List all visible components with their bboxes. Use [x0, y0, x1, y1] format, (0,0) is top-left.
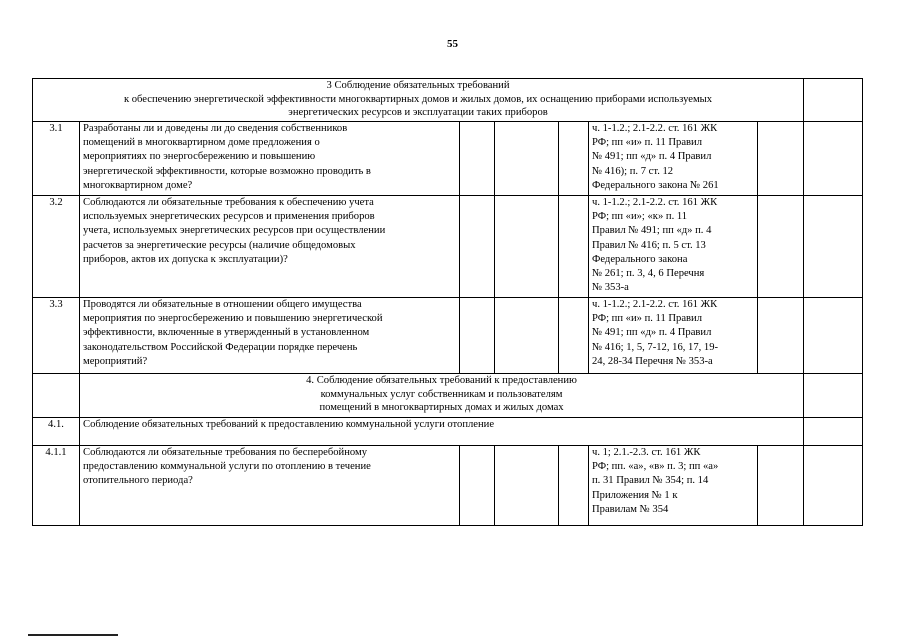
- question-line: расчетов за энергетические ресурсы (наличие общедомовых: [83, 239, 356, 251]
- reference-line: № 416); п. 7 ст. 12: [592, 165, 674, 177]
- reference-line: Приложения № 1 к: [592, 489, 678, 501]
- question-cell: [80, 298, 460, 374]
- answer-cell: [460, 196, 495, 298]
- question-cell: [80, 122, 460, 196]
- subsection-row: [33, 418, 863, 446]
- section-heading-line: 3 Соблюдение обязательных требований: [326, 80, 510, 91]
- row-number: 4.1.1: [33, 446, 80, 526]
- section-4-heading: [80, 374, 804, 418]
- section-3-heading: [33, 79, 804, 122]
- row-number: 3.1: [33, 122, 80, 196]
- reference-cell: [589, 122, 758, 196]
- empty-cell: [758, 446, 804, 526]
- question-line: Проводятся ли обязательные в отношении общего имущества: [83, 299, 362, 310]
- row-number: 3.3: [33, 298, 80, 374]
- table-row: [33, 298, 863, 374]
- reference-cell: [589, 446, 758, 526]
- answer-cell: [495, 446, 559, 526]
- answer-cell: [495, 196, 559, 298]
- empty-cell: [758, 196, 804, 298]
- subsection-title: Соблюдение обязательных требований к предоставлению коммунальной услуги отопление: [80, 418, 804, 446]
- empty-cell: [804, 298, 863, 374]
- reference-line: № 491; пп «д» п. 4 Правил: [592, 151, 712, 163]
- page-number: 55: [447, 38, 458, 50]
- section-heading-line: помещений в многоквартирных домах и жилых домах: [319, 402, 564, 413]
- table-row: [33, 446, 863, 526]
- checklist-table: [32, 78, 863, 526]
- reference-line: 24, 28-34 Перечня № 353-а: [592, 355, 713, 367]
- reference-line: Правилам № 354: [592, 503, 669, 515]
- reference-line: РФ; пп «и» п. 11 Правил: [592, 137, 702, 149]
- table-row: [33, 122, 863, 196]
- table-row: [33, 196, 863, 298]
- empty-cell: [804, 374, 863, 418]
- reference-line: ч. 1-1.2.; 2.1-2.2. ст. 161 ЖК: [592, 299, 718, 310]
- reference-line: Правил № 416; п. 5 ст. 13: [592, 239, 706, 251]
- section-4-heading-row: [33, 374, 863, 418]
- answer-cell: [495, 122, 559, 196]
- answer-cell: [559, 298, 589, 374]
- reference-cell: [589, 196, 758, 298]
- question-line: используемых энергетических ресурсов и применения приборов: [83, 211, 375, 223]
- reference-line: Федерального закона № 261: [592, 179, 719, 191]
- reference-line: № 416; 1, 5, 7-12, 16, 17, 19-: [592, 341, 719, 353]
- section-heading-line: к обеспечению энергетической эффективности многоквартирных домов и жилых домов, их оснащению приборами используемых: [123, 93, 713, 105]
- reference-line: РФ; пп. «а», «в» п. 3; пп «а»: [592, 461, 719, 473]
- question-line: энергетической эффективности, которые возможно проводить в: [83, 165, 371, 177]
- answer-cell: [559, 122, 589, 196]
- question-line: помещений в многоквартирном доме предложения о: [83, 137, 320, 149]
- question-line: Соблюдаются ли обязательные требования по бесперебойному: [83, 447, 367, 458]
- reference-cell: [589, 298, 758, 374]
- empty-cell: [758, 122, 804, 196]
- answer-cell: [559, 446, 589, 526]
- reference-line: ч. 1-1.2.; 2.1-2.2. ст. 161 ЖК: [592, 123, 718, 134]
- reference-line: РФ; пп «и» п. 11 Правил: [592, 313, 702, 325]
- empty-cell: [758, 298, 804, 374]
- answer-cell: [460, 122, 495, 196]
- reference-line: № 353-а: [592, 282, 629, 294]
- answer-cell: [495, 298, 559, 374]
- question-line: мероприятиях по энергосбережению и повышению: [83, 151, 316, 163]
- question-line: мероприятия по энергосбережению и повышению энергетической: [83, 313, 383, 325]
- reference-line: РФ; пп «и»; «к» п. 11: [592, 211, 688, 223]
- empty-cell: [804, 418, 863, 446]
- question-cell: [80, 196, 460, 298]
- section-heading-line: энергетических ресурсов и эксплуатации таких приборов: [288, 107, 548, 118]
- reference-line: Правил № 491; пп «д» п. 4: [592, 225, 712, 237]
- question-line: Разработаны ли и доведены ли до сведения собственников: [83, 123, 348, 134]
- empty-cell: [804, 196, 863, 298]
- question-line: законодательством Российской Федерации порядке перечень: [83, 341, 358, 353]
- question-cell: [80, 446, 460, 526]
- reference-line: № 491; пп «д» п. 4 Правил: [592, 327, 712, 339]
- answer-cell: [460, 446, 495, 526]
- question-line: приборов, актов их допуска к эксплуатации)?: [83, 253, 288, 265]
- question-line: отопительного периода?: [83, 475, 193, 487]
- question-line: эффективности, включенные в утвержденный в установленном: [83, 327, 370, 339]
- empty-cell: [804, 122, 863, 196]
- section-heading-line: коммунальных услуг собственникам и пользователям: [320, 388, 563, 400]
- empty-cell: [804, 79, 863, 122]
- question-line: многоквартирном доме?: [83, 179, 193, 191]
- question-line: Соблюдаются ли обязательные требования к обеспечению учета: [83, 197, 374, 208]
- empty-cell: [33, 374, 80, 418]
- reference-line: Федерального закона: [592, 253, 688, 265]
- reference-line: № 261; п. 3, 4, 6 Перечня: [592, 268, 705, 280]
- question-line: учета, используемых энергетических ресурсов при осуществлении: [83, 225, 386, 237]
- reference-line: ч. 1; 2.1.-2.3. ст. 161 ЖК: [592, 447, 701, 458]
- scan-edge-mark: [28, 634, 118, 642]
- question-line: мероприятий?: [83, 355, 148, 367]
- answer-cell: [460, 298, 495, 374]
- reference-line: п. 31 Правил № 354; п. 14: [592, 475, 709, 487]
- reference-line: ч. 1-1.2.; 2.1-2.2. ст. 161 ЖК: [592, 197, 718, 208]
- question-line: предоставлению коммунальной услуги по отоплению в течение: [83, 461, 371, 473]
- row-number: 3.2: [33, 196, 80, 298]
- answer-cell: [559, 196, 589, 298]
- section-3-heading-row: [33, 79, 863, 122]
- row-number: 4.1.: [33, 418, 80, 446]
- empty-cell: [804, 446, 863, 526]
- section-heading-line: 4. Соблюдение обязательных требований к предоставлению: [306, 375, 577, 386]
